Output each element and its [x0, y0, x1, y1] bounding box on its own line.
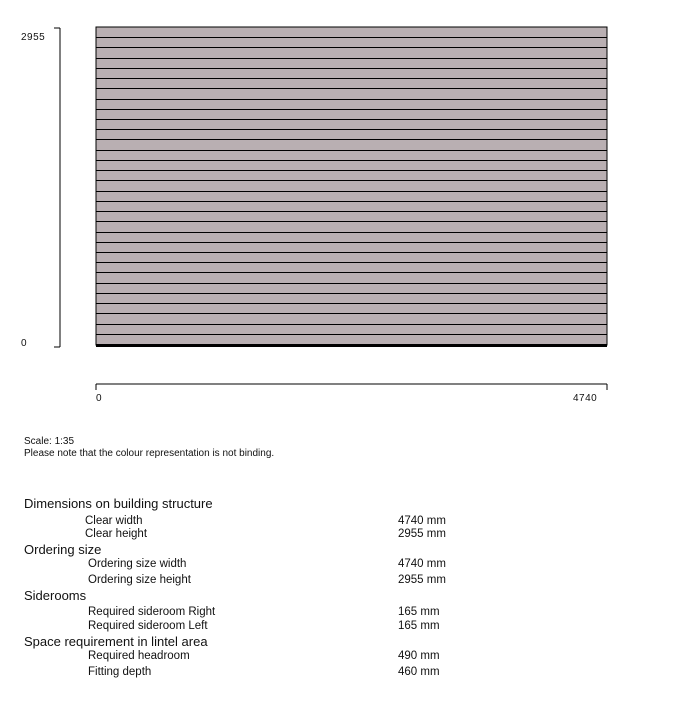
- section-title-building-structure: Dimensions on building structure: [24, 496, 213, 511]
- sideroom-left-value: 165 mm: [398, 620, 440, 632]
- ordering-width-label: Ordering size width: [88, 558, 187, 570]
- sideroom-left-label: Required sideroom Left: [88, 620, 208, 632]
- width-min-label: 0: [96, 393, 103, 404]
- section-title-lintel-area: Space requirement in lintel area: [24, 634, 208, 649]
- door-panel: [96, 27, 607, 345]
- height-max-label: 2955: [21, 32, 46, 43]
- ordering-height-value: 2955 mm: [398, 574, 446, 586]
- sideroom-right-label: Required sideroom Right: [88, 606, 216, 618]
- ordering-height-label: Ordering size height: [88, 574, 191, 586]
- clear-height-label: Clear height: [85, 528, 148, 540]
- width-dimension-bracket: [96, 384, 607, 390]
- section-title-siderooms: Siderooms: [24, 588, 87, 603]
- height-dimension-bracket: [54, 28, 60, 347]
- width-max-label: 4740: [573, 393, 598, 404]
- clear-width-label: Clear width: [85, 515, 143, 527]
- section-title-ordering-size: Ordering size: [24, 542, 102, 557]
- clear-height-value: 2955 mm: [398, 528, 446, 540]
- fitting-depth-value: 460 mm: [398, 666, 440, 678]
- colour-disclaimer: Please note that the colour representation is not binding.: [24, 448, 275, 459]
- door-bottom-rail: [96, 344, 607, 347]
- sideroom-right-value: 165 mm: [398, 606, 440, 618]
- scale-note: Scale: 1:35: [24, 436, 75, 447]
- headroom-value: 490 mm: [398, 650, 440, 662]
- ordering-width-value: 4740 mm: [398, 558, 446, 570]
- headroom-label: Required headroom: [88, 650, 190, 662]
- height-min-label: 0: [21, 338, 28, 349]
- fitting-depth-label: Fitting depth: [88, 666, 152, 678]
- clear-width-value: 4740 mm: [398, 515, 446, 527]
